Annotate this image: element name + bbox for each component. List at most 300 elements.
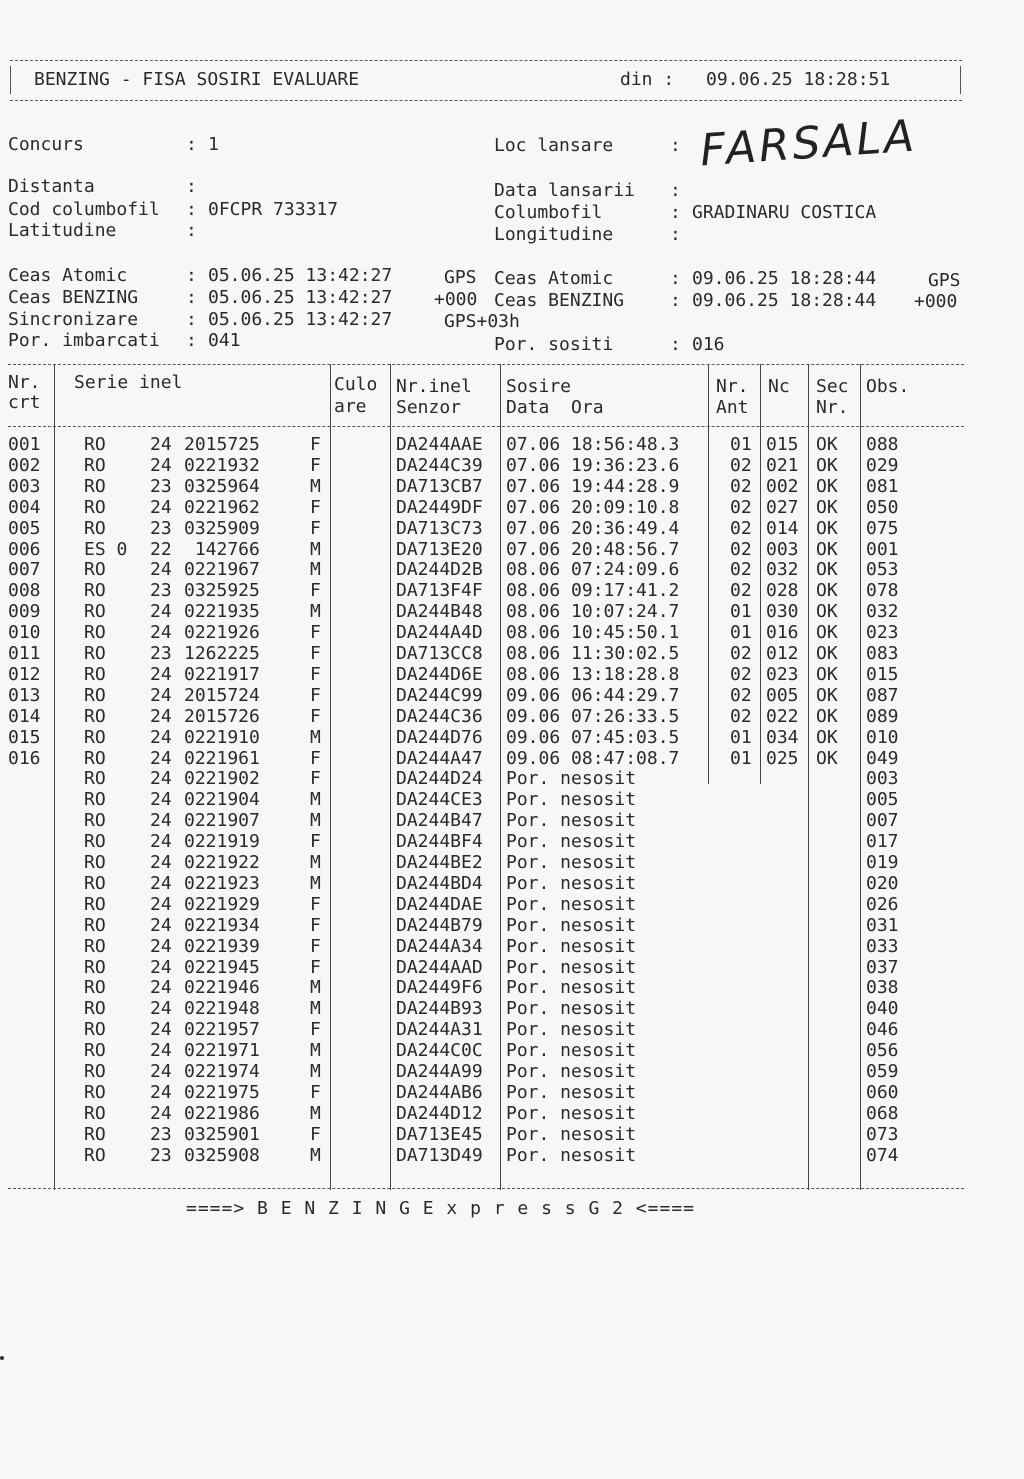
table-row [8,873,964,894]
row-nc: 015 [766,434,799,455]
row-ring-number: 0221910 [184,726,260,748]
row-obs: 015 [866,663,899,685]
row-sensor: DA713CB7 [396,475,483,497]
col-header-obs: Obs. [866,376,910,397]
row-country: RO [84,622,106,644]
row-year: 24 [150,872,172,894]
latitudine-label: Latitudine [8,220,117,241]
ceas-atomic-end-suffix: GPS [928,270,961,291]
row-ring-number: 0221967 [184,559,260,581]
row-ring-number: 0221923 [184,872,260,894]
row-sex: F [310,643,321,664]
ceas-benzing-end-suffix: +000 [914,291,958,312]
ceas-benzing-start-suffix: +000 [434,289,478,310]
longitudine-label: Longitudine [494,224,614,245]
row-year: 24 [150,1102,172,1124]
row-sensor: DA244AAD [396,956,483,978]
row-obs: 005 [866,789,899,811]
row-sensor: DA244C36 [396,705,483,727]
row-nr: 011 [8,643,41,664]
row-ring-number: 0325964 [184,475,260,497]
row-year: 24 [150,454,172,476]
row-obs: 003 [866,768,899,790]
row-ring-number: 0221974 [184,1061,260,1082]
row-sensor: DA2449F6 [396,977,483,999]
row-obs: 088 [866,434,899,455]
table-row [8,685,964,706]
row-obs: 074 [866,1144,899,1166]
row-year: 24 [150,789,172,811]
table-row [8,580,964,601]
table-row [8,1103,964,1124]
row-country: RO [84,852,106,873]
sincronizare-sep: : [186,309,197,330]
row-nr: 008 [8,580,41,602]
loc-lansare-label: Loc lansare [494,135,614,156]
row-ring-number: 1262225 [184,643,260,664]
row-arrival: 08.06 10:45:50.1 [506,622,680,644]
row-sec: OK [816,559,838,581]
row-ring-number: 0221907 [184,810,260,832]
row-arrival: Por. nesosit [506,852,637,873]
ceas-benzing-end-value: 09.06.25 18:28:44 [692,290,877,311]
row-sec: OK [816,684,838,706]
ceas-benzing-end-sep: : [670,290,681,311]
row-ring-number: 0221917 [184,663,260,685]
row-sex: F [310,454,321,476]
row-arrival: 07.06 19:44:28.9 [506,475,680,497]
row-sensor: DA244BE2 [396,852,483,873]
row-ring-number: 0221986 [184,1102,260,1124]
row-obs: 049 [866,747,899,769]
row-arrival: Por. nesosit [506,1040,637,1062]
row-arrival: 09.06 06:44:29.7 [506,684,680,706]
table-header [8,356,964,426]
data-lansarii-label: Data lansarii [494,180,635,201]
row-arrival: Por. nesosit [506,935,637,957]
col-header-culoare: Culo [334,374,378,395]
ceas-atomic-end-sep: : [670,268,681,289]
row-ring-number: 0221932 [184,454,260,476]
row-year: 24 [150,559,172,581]
por-imbarcati-value: 041 [208,330,241,351]
row-year: 22 [150,538,172,560]
row-obs: 040 [866,998,899,1020]
row-country: RO [84,1081,106,1103]
row-sex: F [310,580,321,602]
row-year: 24 [150,956,172,978]
row-ring-number: 142766 [184,538,260,560]
ceas-benzing-start-value: 05.06.25 13:42:27 [208,287,393,308]
row-sec: OK [816,580,838,602]
row-sensor: DA244A31 [396,1019,483,1041]
row-arrival: Por. nesosit [506,810,637,832]
row-obs: 060 [866,1081,899,1103]
row-country: RO [84,789,106,811]
row-nr: 013 [8,684,41,706]
row-antenna: 02 [730,684,752,706]
table-header-border [8,426,964,427]
row-sex: M [310,538,321,560]
col-header-ant: Nr. [716,376,749,397]
row-sensor: DA244B93 [396,998,483,1020]
row-sex: F [310,496,321,518]
row-country: RO [84,517,106,539]
row-sensor: DA244A34 [396,935,483,957]
row-arrival: 08.06 07:24:09.6 [506,559,680,581]
row-nc: 025 [766,747,799,769]
row-sex: M [310,872,321,894]
row-antenna: 02 [730,559,752,581]
row-obs: 032 [866,601,899,623]
header-right-border [960,66,961,94]
row-sensor: DA244D24 [396,768,483,790]
por-sositi-label: Por. sositi [494,334,614,355]
ceas-atomic-start-suffix: GPS [444,267,477,288]
row-sensor: DA244A47 [396,747,483,769]
row-sex: M [310,601,321,623]
row-obs: 020 [866,872,899,894]
sincronizare-value: 05.06.25 13:42:27 [208,309,393,330]
row-ring-number: 0221929 [184,893,260,915]
row-year: 23 [150,1123,172,1145]
row-nr: 016 [8,747,41,769]
table-row [8,1082,964,1103]
row-obs: 059 [866,1061,899,1082]
row-country: RO [84,872,106,894]
row-country: RO [84,454,106,476]
table-row [8,727,964,748]
row-sex: M [310,998,321,1020]
row-arrival: Por. nesosit [506,1123,637,1145]
table-row [8,706,964,727]
table-row [8,643,964,664]
row-antenna: 02 [730,475,752,497]
row-country: RO [84,1102,106,1124]
row-sensor: DA244CE3 [396,789,483,811]
row-year: 24 [150,496,172,518]
row-arrival: Por. nesosit [506,768,637,790]
row-sex: F [310,1081,321,1103]
col-header-ant-2: Ant [716,397,749,418]
row-obs: 081 [866,475,899,497]
row-obs: 089 [866,705,899,727]
row-year: 24 [150,768,172,790]
row-country: RO [84,1019,106,1041]
row-year: 24 [150,893,172,915]
row-obs: 087 [866,684,899,706]
row-sex: F [310,831,321,853]
table-row [8,1040,964,1061]
columbofil-sep: : [670,202,681,223]
row-country: RO [84,1061,106,1082]
row-ring-number: 0221939 [184,935,260,957]
row-ring-number: 0221934 [184,914,260,936]
row-country: RO [84,496,106,518]
row-obs: 078 [866,580,899,602]
col-header-data-ora: Data Ora [506,397,604,418]
row-sex: M [310,559,321,581]
col-header-nr: Nr. [8,372,41,393]
col-header-senzor: Nr.inel [396,376,472,397]
row-obs: 019 [866,852,899,873]
row-sex: F [310,684,321,706]
data-lansarii-sep: : [670,180,681,201]
row-sex: M [310,726,321,748]
row-country: RO [84,726,106,748]
row-sensor: DA713CC8 [396,643,483,664]
loc-lansare-sep: : [670,135,681,156]
row-arrival: 08.06 10:07:24.7 [506,601,680,623]
row-sensor: DA713F4F [396,580,483,602]
row-sensor: DA713E45 [396,1123,483,1145]
row-sex: M [310,852,321,873]
table-row [8,664,964,685]
table-row [8,601,964,622]
row-year: 24 [150,434,172,455]
row-antenna: 01 [730,726,752,748]
row-obs: 083 [866,643,899,664]
row-antenna: 02 [730,663,752,685]
col-header-sec-2: Nr. [816,397,849,418]
row-sensor: DA244D6E [396,663,483,685]
row-antenna: 01 [730,434,752,455]
row-country: RO [84,831,106,853]
table-row [8,1145,964,1166]
row-arrival: Por. nesosit [506,872,637,894]
col-header-serie: Serie inel [74,372,183,393]
row-arrival: Por. nesosit [506,1019,637,1041]
row-sensor: DA244BD4 [396,872,483,894]
row-sensor: DA244B48 [396,601,483,623]
row-country: ES 0 [84,538,128,560]
row-sec: OK [816,434,838,455]
col-header-senzor-2: Senzor [396,397,462,418]
table-row [8,789,964,810]
row-nc: 034 [766,726,799,748]
row-sex: M [310,1040,321,1062]
row-arrival: Por. nesosit [506,893,637,915]
columbofil-label: Columbofil [494,202,603,223]
row-year: 24 [150,852,172,873]
row-obs: 001 [866,538,899,560]
row-nc: 016 [766,622,799,644]
row-arrival: 07.06 20:09:10.8 [506,496,680,518]
table-row [8,768,964,789]
col-header-nc: Nc [768,376,790,397]
row-nr: 005 [8,517,41,539]
row-sensor: DA244AB6 [396,1081,483,1103]
row-antenna: 02 [730,538,752,560]
row-obs: 017 [866,831,899,853]
table-row [8,810,964,831]
table-row [8,998,964,1019]
row-year: 23 [150,517,172,539]
header-left-border [10,66,11,94]
row-arrival: 07.06 18:56:48.3 [506,434,680,455]
row-sex: M [310,977,321,999]
row-sex: F [310,935,321,957]
table-row [8,936,964,957]
row-arrival: Por. nesosit [506,1081,637,1103]
ceas-benzing-start-sep: : [186,287,197,308]
row-sex: M [310,789,321,811]
table-row [8,915,964,936]
row-ring-number: 2015725 [184,434,260,455]
row-obs: 023 [866,622,899,644]
row-obs: 073 [866,1123,899,1145]
row-year: 24 [150,1040,172,1062]
row-sex: F [310,956,321,978]
row-year: 23 [150,475,172,497]
row-country: RO [84,601,106,623]
row-arrival: Por. nesosit [506,1144,637,1166]
report-date-label: din : [620,69,675,90]
table-row [8,852,964,873]
row-nc: 022 [766,705,799,727]
row-country: RO [84,1144,106,1166]
ceas-benzing-start-label: Ceas BENZING [8,287,139,308]
row-ring-number: 0221975 [184,1081,260,1103]
row-sensor: DA713D49 [396,1144,483,1166]
row-year: 24 [150,726,172,748]
row-sec: OK [816,726,838,748]
row-year: 24 [150,977,172,999]
row-year: 24 [150,622,172,644]
longitudine-sep: : [670,224,681,245]
row-antenna: 02 [730,643,752,664]
row-sex: F [310,768,321,790]
row-ring-number: 0221971 [184,1040,260,1062]
row-sex: F [310,705,321,727]
row-arrival: Por. nesosit [506,789,637,811]
row-sex: F [310,663,321,685]
cod-columbofil-value: 0FCPR 733317 [208,199,339,220]
row-obs: 050 [866,496,899,518]
table-row [8,518,964,539]
table-row [8,497,964,518]
ceas-benzing-end-label: Ceas BENZING [494,290,625,311]
row-nr: 007 [8,559,41,581]
row-obs: 046 [866,1019,899,1041]
row-sex: M [310,1061,321,1082]
row-obs: 029 [866,454,899,476]
row-country: RO [84,643,106,664]
row-sec: OK [816,496,838,518]
col-header-sec: Sec [816,376,849,397]
brand-footer: ====> B E N Z I N G E x p r e s s G 2 <==== [186,1198,695,1219]
row-sensor: DA244D76 [396,726,483,748]
row-obs: 075 [866,517,899,539]
row-sex: F [310,893,321,915]
row-country: RO [84,663,106,685]
row-obs: 033 [866,935,899,957]
report-date-value: 09.06.25 18:28:51 [706,69,891,90]
row-sensor: DA244D12 [396,1102,483,1124]
row-ring-number: 0221904 [184,789,260,811]
row-sec: OK [816,705,838,727]
row-ring-number: 0325909 [184,517,260,539]
por-sositi-value: 016 [692,334,725,355]
row-sensor: DA713E20 [396,538,483,560]
row-ring-number: 0325901 [184,1123,260,1145]
row-year: 24 [150,663,172,685]
ceas-atomic-end-label: Ceas Atomic [494,268,614,289]
row-obs: 053 [866,559,899,581]
row-nc: 005 [766,684,799,706]
row-sensor: DA244A4D [396,622,483,644]
sincronizare-suffix: GPS+03h [444,311,520,332]
row-ring-number: 0221961 [184,747,260,769]
row-nr: 014 [8,705,41,727]
row-obs: 031 [866,914,899,936]
col-header-sosire: Sosire [506,376,572,397]
row-arrival: 08.06 11:30:02.5 [506,643,680,664]
distanta-sep: : [186,176,197,197]
row-nr: 009 [8,601,41,623]
concurs-value: 1 [208,134,219,155]
row-antenna: 02 [730,580,752,602]
row-sensor: DA244AAE [396,434,483,455]
row-arrival: 07.06 19:36:23.6 [506,454,680,476]
row-nr: 012 [8,663,41,685]
col-header-crt: crt [8,392,41,413]
table-row [8,1124,964,1145]
row-country: RO [84,1123,106,1145]
row-nc: 002 [766,475,799,497]
ceas-atomic-start-sep: : [186,265,197,286]
row-ring-number: 0221946 [184,977,260,999]
row-year: 24 [150,601,172,623]
row-sensor: DA244C99 [396,684,483,706]
row-year: 24 [150,914,172,936]
table-row [8,977,964,998]
row-antenna: 01 [730,622,752,644]
row-sec: OK [816,475,838,497]
row-country: RO [84,1040,106,1062]
row-nc: 028 [766,580,799,602]
row-country: RO [84,998,106,1020]
row-ring-number: 0221935 [184,601,260,623]
row-nr: 010 [8,622,41,644]
row-nr: 003 [8,475,41,497]
row-ring-number: 0221948 [184,998,260,1020]
row-arrival: 09.06 07:45:03.5 [506,726,680,748]
row-sec: OK [816,538,838,560]
row-sex: F [310,622,321,644]
table-row [8,434,964,455]
row-ring-number: 0325925 [184,580,260,602]
row-arrival: Por. nesosit [506,977,637,999]
sincronizare-label: Sincronizare [8,309,139,330]
row-year: 24 [150,831,172,853]
row-antenna: 02 [730,454,752,476]
row-year: 24 [150,998,172,1020]
row-arrival: 07.06 20:48:56.7 [506,538,680,560]
row-sensor: DA244C39 [396,454,483,476]
row-ring-number: 0325908 [184,1144,260,1166]
ceas-atomic-start-label: Ceas Atomic [8,265,128,286]
row-sex: F [310,434,321,455]
row-country: RO [84,475,106,497]
row-year: 24 [150,1061,172,1082]
row-arrival: Por. nesosit [506,956,637,978]
row-sex: M [310,1144,321,1166]
table-row [8,1019,964,1040]
row-sensor: DA244A99 [396,1061,483,1082]
row-antenna: 02 [730,496,752,518]
row-ring-number: 0221922 [184,852,260,873]
